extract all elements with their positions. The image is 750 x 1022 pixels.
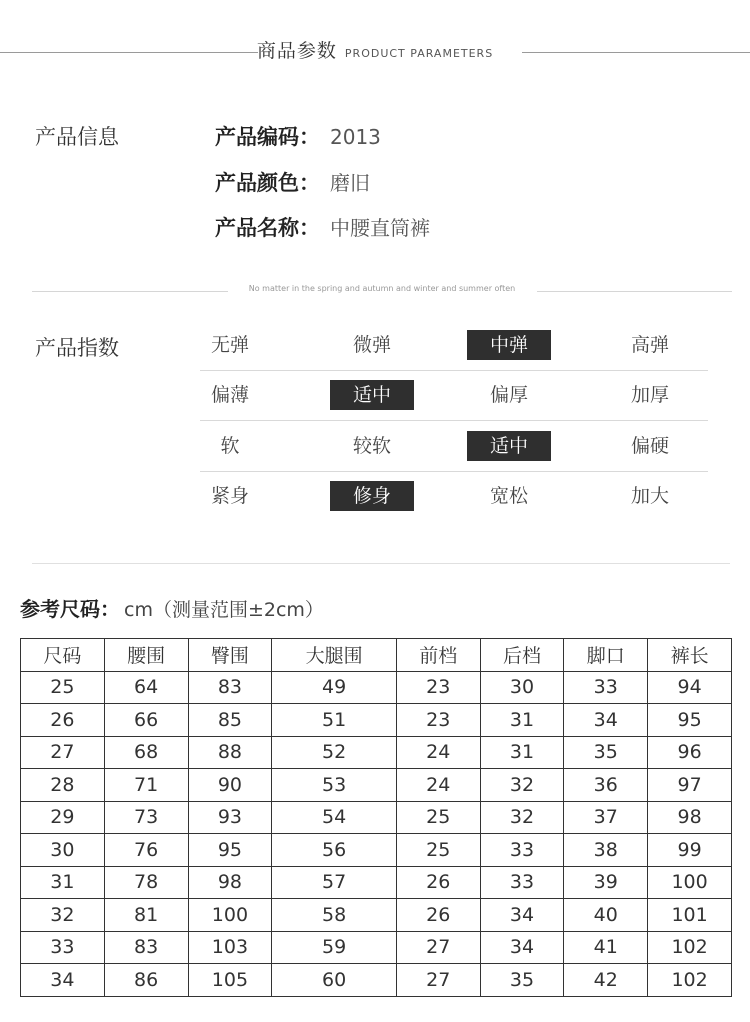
header-title-en: PRODUCT PARAMETERS [344, 47, 494, 60]
table-row [21, 801, 732, 834]
table-cell: 83 [188, 671, 272, 704]
table-cell: 33 [480, 834, 564, 867]
index-option: 软 [220, 435, 240, 457]
product-code-value: 2013 [330, 125, 381, 149]
index-option: 宽松 [489, 485, 528, 507]
table-cell: 86 [104, 964, 188, 997]
table-cell: 27 [396, 931, 480, 964]
table-cell: 29 [21, 801, 105, 834]
index-option-selected: 适中 [467, 431, 551, 461]
section-separator [32, 563, 730, 564]
size-table-header-cell: 后档 [480, 639, 564, 672]
size-table-header-cell: 臀围 [188, 639, 272, 672]
table-cell: 81 [104, 899, 188, 932]
table-cell: 32 [480, 801, 564, 834]
table-row [21, 769, 732, 802]
table-cell: 34 [480, 931, 564, 964]
table-cell: 54 [272, 801, 397, 834]
table-cell: 101 [648, 899, 732, 932]
size-table-header-cell: 脚口 [564, 639, 648, 672]
table-row [21, 931, 732, 964]
table-cell: 60 [272, 964, 397, 997]
product-name-value: 中腰直筒裤 [330, 216, 430, 240]
size-table-header-cell: 大腿围 [272, 639, 397, 672]
table-row [21, 736, 732, 769]
section-divider [32, 284, 732, 298]
table-cell: 98 [648, 801, 732, 834]
table-cell: 64 [104, 671, 188, 704]
index-option-selected: 适中 [330, 380, 414, 410]
table-cell: 57 [272, 866, 397, 899]
table-cell: 32 [21, 899, 105, 932]
size-table-header [21, 639, 732, 672]
table-cell: 68 [104, 736, 188, 769]
size-table-header-cell: 前档 [396, 639, 480, 672]
index-option: 高弹 [630, 334, 669, 356]
size-table-body [21, 671, 732, 996]
index-option-selected: 修身 [330, 481, 414, 511]
product-color-row [215, 167, 370, 197]
table-cell: 97 [648, 769, 732, 802]
product-color-value: 磨旧 [330, 171, 370, 195]
table-cell: 94 [648, 671, 732, 704]
size-table-header-cell: 裤长 [648, 639, 732, 672]
table-cell: 42 [564, 964, 648, 997]
table-cell: 23 [396, 671, 480, 704]
index-option-selected: 中弹 [467, 330, 551, 360]
table-cell: 31 [21, 866, 105, 899]
size-table-header-cell: 尺码 [21, 639, 105, 672]
table-cell: 30 [480, 671, 564, 704]
table-cell: 58 [272, 899, 397, 932]
index-option: 偏厚 [489, 384, 528, 406]
product-info-label: 产品信息 [35, 125, 119, 149]
index-row [200, 471, 708, 521]
table-row [21, 834, 732, 867]
table-cell: 27 [21, 736, 105, 769]
divider-text: No matter in the spring and autumn and winter and summer often [248, 284, 516, 293]
index-option: 加厚 [630, 384, 669, 406]
product-name-key: 产品名称： [215, 216, 320, 240]
table-cell: 56 [272, 834, 397, 867]
index-row [200, 320, 708, 371]
table-cell: 38 [564, 834, 648, 867]
table-row [21, 899, 732, 932]
table-cell: 26 [396, 899, 480, 932]
index-row [200, 421, 708, 472]
table-cell: 90 [188, 769, 272, 802]
table-cell: 33 [564, 671, 648, 704]
table-row [21, 964, 732, 997]
table-cell: 88 [188, 736, 272, 769]
index-row [200, 370, 708, 421]
table-cell: 100 [188, 899, 272, 932]
table-cell: 34 [564, 704, 648, 737]
table-cell: 25 [21, 671, 105, 704]
table-cell: 71 [104, 769, 188, 802]
table-cell: 31 [480, 736, 564, 769]
table-cell: 99 [648, 834, 732, 867]
product-code-key: 产品编码： [215, 125, 320, 149]
product-color-key: 产品颜色： [215, 171, 320, 195]
table-cell: 85 [188, 704, 272, 737]
table-cell: 36 [564, 769, 648, 802]
table-cell: 102 [648, 931, 732, 964]
table-cell: 28 [21, 769, 105, 802]
table-cell: 96 [648, 736, 732, 769]
table-cell: 25 [396, 834, 480, 867]
size-chart-title [20, 593, 324, 622]
header-title-cn: 商品参数 [256, 40, 337, 62]
table-cell: 26 [21, 704, 105, 737]
table-cell: 52 [272, 736, 397, 769]
table-cell: 39 [564, 866, 648, 899]
table-cell: 51 [272, 704, 397, 737]
table-cell: 24 [396, 736, 480, 769]
table-cell: 33 [21, 931, 105, 964]
table-row [21, 671, 732, 704]
product-index-label: 产品指数 [35, 336, 119, 360]
table-cell: 25 [396, 801, 480, 834]
table-cell: 102 [648, 964, 732, 997]
table-cell: 100 [648, 866, 732, 899]
table-cell: 27 [396, 964, 480, 997]
index-option: 较软 [352, 435, 391, 457]
table-cell: 78 [104, 866, 188, 899]
table-cell: 34 [21, 964, 105, 997]
table-cell: 105 [188, 964, 272, 997]
table-cell: 76 [104, 834, 188, 867]
index-option: 加大 [630, 485, 669, 507]
table-cell: 95 [188, 834, 272, 867]
table-row [21, 704, 732, 737]
table-cell: 93 [188, 801, 272, 834]
table-cell: 32 [480, 769, 564, 802]
product-name-row [215, 212, 430, 242]
table-cell: 53 [272, 769, 397, 802]
header-title [0, 36, 750, 63]
table-cell: 37 [564, 801, 648, 834]
index-option: 微弹 [352, 334, 391, 356]
size-table [20, 638, 732, 997]
table-cell: 34 [480, 899, 564, 932]
table-cell: 98 [188, 866, 272, 899]
table-cell: 23 [396, 704, 480, 737]
table-cell: 33 [480, 866, 564, 899]
table-cell: 30 [21, 834, 105, 867]
table-cell: 95 [648, 704, 732, 737]
table-cell: 24 [396, 769, 480, 802]
table-cell: 40 [564, 899, 648, 932]
table-cell: 59 [272, 931, 397, 964]
table-cell: 83 [104, 931, 188, 964]
table-row [21, 866, 732, 899]
size-chart-title-key: 参考尺码： [20, 597, 120, 621]
table-cell: 103 [188, 931, 272, 964]
index-option: 紧身 [210, 485, 249, 507]
index-option: 偏硬 [630, 435, 669, 457]
table-cell: 73 [104, 801, 188, 834]
size-chart-note: cm（测量范围±2cm） [124, 599, 324, 621]
size-table-header-cell: 腰围 [104, 639, 188, 672]
table-cell: 66 [104, 704, 188, 737]
table-cell: 41 [564, 931, 648, 964]
table-cell: 35 [564, 736, 648, 769]
table-cell: 35 [480, 964, 564, 997]
table-cell: 26 [396, 866, 480, 899]
table-cell: 31 [480, 704, 564, 737]
table-cell: 49 [272, 671, 397, 704]
product-code-row [215, 121, 381, 151]
index-option: 无弹 [210, 334, 249, 356]
index-option: 偏薄 [210, 384, 249, 406]
